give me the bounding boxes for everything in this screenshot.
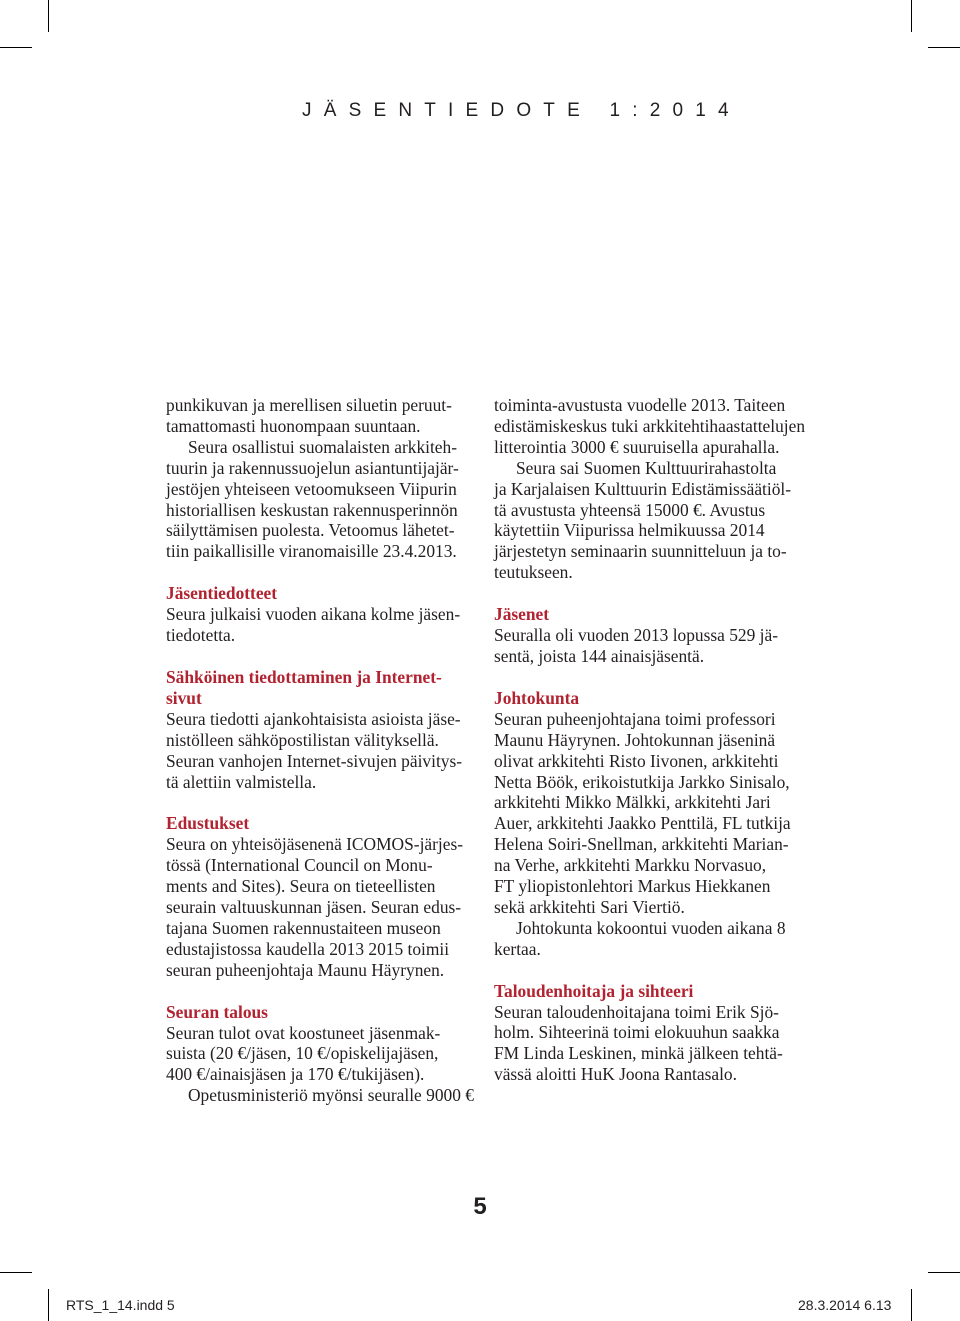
text-line: toiminta-avustusta vuodelle 2013. Taiteen xyxy=(494,395,786,415)
footer-file-slug: RTS_1_14.indd 5 xyxy=(66,1297,175,1313)
text-line: Opetusministeriö myönsi seuralle 9000 € xyxy=(188,1085,474,1106)
right-paragraph-avustus xyxy=(494,458,798,583)
crop-mark xyxy=(48,0,49,32)
crop-mark xyxy=(928,47,960,48)
section-body-seuran-talous-para2 xyxy=(166,1085,474,1106)
text-line: tuurin ja rakennussuojelun asiantuntijajär- xyxy=(166,457,459,478)
text-line: seuran puheenjohtaja Maunu Häyrynen. xyxy=(166,959,445,980)
section-heading-seuran-talous: Seuran talous xyxy=(166,1001,268,1022)
section-body-taloudenhoitaja-ja-sihteeri xyxy=(494,1002,798,1086)
text-line: 400 €/ainaisjäsen ja 170 €/tukijäsen). xyxy=(166,1064,425,1085)
text-line: ja Karjalaisen Kulttuurin Edistämissäätiöl- xyxy=(494,478,792,499)
text-line: punkikuvan ja merellisen siluetin peruut- xyxy=(166,395,452,415)
text-line: olivat arkkitehti Risto Iivonen, arkkitehti xyxy=(494,750,779,771)
text-line: Johtokunta kokoontui vuoden aikana 8 xyxy=(516,917,786,938)
section-heading-johtokunta: Johtokunta xyxy=(494,687,580,708)
text-line: historiallisen keskustan rakennusperinnön xyxy=(166,499,458,520)
page-number: 5 xyxy=(473,1193,487,1220)
text-line: edistämiskeskus tuki arkkitehtihaastattelujen xyxy=(494,415,806,436)
text-line: litterointia 3000 € suuruisella apurahalla. xyxy=(494,436,780,457)
section-heading-edustukset: Edustukset xyxy=(166,813,250,834)
footer-timestamp: 28.3.2014 6.13 xyxy=(798,1297,892,1313)
section-heading-jasenet: Jäsenet xyxy=(494,604,550,625)
text-line: Seuran puheenjohtajana toimi professori xyxy=(494,708,776,729)
text-line: Helena Soiri-Snellman, arkkitehti Marian- xyxy=(494,834,789,855)
text-line: seurain valtuuskunnan jäsen. Seuran edus- xyxy=(166,897,462,918)
section-body-johtokunta-para2 xyxy=(494,918,798,960)
text-line: nistölleen sähköpostilistan välityksellä. xyxy=(166,729,439,750)
text-line: ments and Sites). Seura on tieteellisten xyxy=(166,876,436,897)
section-body-sahkoinen-tiedottaminen xyxy=(166,709,466,793)
text-line: sekä arkkitehti Sari Viertiö. xyxy=(494,896,685,917)
text-line: holm. Sihteerinä toimi elokuuhun saakka xyxy=(494,1022,780,1043)
left-paragraph-vetoomus xyxy=(166,437,466,562)
text-line: sentä, joista 144 ainaisjäsentä. xyxy=(494,645,705,666)
crop-mark xyxy=(928,1272,960,1273)
text-line: Seura on yhteisöjäsenenä ICOMOS-järjes- xyxy=(166,834,464,855)
text-line: tössä (International Council on Monu- xyxy=(166,855,433,876)
text-line: Seura osallistui suomalaisten arkkiteh- xyxy=(188,436,458,457)
text-line: säilyttämisen puolesta. Vetoomus lähetet- xyxy=(166,520,455,541)
newsletter-header: JÄSENTIEDOTE 1:2014 xyxy=(302,100,741,121)
text-line: Seuran tulot ovat koostuneet jäsenmak- xyxy=(166,1022,441,1043)
left-column xyxy=(166,395,474,1106)
text-line: tajana Suomen rakennustaiteen museon xyxy=(166,917,441,938)
right-column xyxy=(494,395,806,1085)
text-line: Auer, arkkitehti Jaakko Penttilä, FL tutkija xyxy=(494,813,791,834)
crop-mark xyxy=(0,47,32,48)
section-body-johtokunta xyxy=(494,709,798,918)
section-heading-sahkoinen-tiedottaminen: Sähköinen tiedottaminen ja Internet- xyxy=(166,666,442,687)
left-intro-paragraph xyxy=(166,395,466,437)
text-line: teutukseen. xyxy=(494,562,573,583)
text-line: Seura sai Suomen Kulttuurirahastolta xyxy=(516,457,777,478)
text-line: vässä aloitti HuK Joona Rantasalo. xyxy=(494,1064,737,1085)
text-line: tä avustusta yhteensä 15000 €. Avustus xyxy=(494,499,766,520)
text-line: Seuran taloudenhoitajana toimi Erik Sjö- xyxy=(494,1001,779,1022)
crop-mark xyxy=(48,1289,49,1321)
text-line: Maunu Häyrynen. Johtokunnan jäseninä xyxy=(494,729,776,750)
section-body-seuran-talous xyxy=(166,1023,466,1086)
text-line: na Verhe, arkkitehti Markku Norvasuo, xyxy=(494,855,767,876)
text-line: Seura tiedotti ajankohtaisista asioista jäse- xyxy=(166,708,461,729)
text-line: tä alettiin valmistella. xyxy=(166,771,317,792)
text-line: tiin paikallisille viranomaisille 23.4.2013. xyxy=(166,541,457,562)
right-intro-paragraph xyxy=(494,395,806,458)
text-line: käytettiin Viipurissa helmikuussa 2014 xyxy=(494,520,765,541)
text-line: Seuralla oli vuoden 2013 lopussa 529 jä- xyxy=(494,625,778,646)
text-line: Seuran vanhojen Internet-sivujen päivitys- xyxy=(166,750,463,771)
section-heading-taloudenhoitaja-ja-sihteeri: Taloudenhoitaja ja sihteeri xyxy=(494,980,694,1001)
text-line: jestöjen yhteiseen vetoomukseen Viipurin xyxy=(166,478,457,499)
crop-mark xyxy=(911,0,912,32)
text-line: kertaa. xyxy=(494,938,541,959)
section-body-jasenet xyxy=(494,625,798,667)
text-line: Seura julkaisi vuoden aikana kolme jäsen- xyxy=(166,604,461,625)
text-line: FT yliopistonlehtori Markus Hiekkanen xyxy=(494,876,771,897)
text-line: tamattomasti huonompaan suuntaan. xyxy=(166,415,421,436)
text-line: edustajistossa kaudella 2013 2015 toimii xyxy=(166,938,450,959)
crop-mark xyxy=(911,1289,912,1321)
section-heading-sahkoinen-tiedottaminen-cont: sivut xyxy=(166,687,202,708)
text-line: tiedotetta. xyxy=(166,625,236,646)
text-line: järjestetyn seminaarin suunnitteluun ja to- xyxy=(494,541,787,562)
text-line: arkkitehti Mikko Mälkki, arkkitehti Jari xyxy=(494,792,771,813)
section-body-edustukset xyxy=(166,834,466,980)
crop-mark xyxy=(0,1272,32,1273)
text-line: Netta Böök, erikoistutkija Jarkko Sinisalo, xyxy=(494,771,790,792)
section-heading-jasentiedotteet: Jäsentiedotteet xyxy=(166,583,278,604)
section-body-jasentiedotteet xyxy=(166,604,466,646)
text-line: suista (20 €/jäsen, 10 €/opiskelijajäsen, xyxy=(166,1043,439,1064)
text-line: FM Linda Leskinen, minkä jälkeen tehtä- xyxy=(494,1043,783,1064)
